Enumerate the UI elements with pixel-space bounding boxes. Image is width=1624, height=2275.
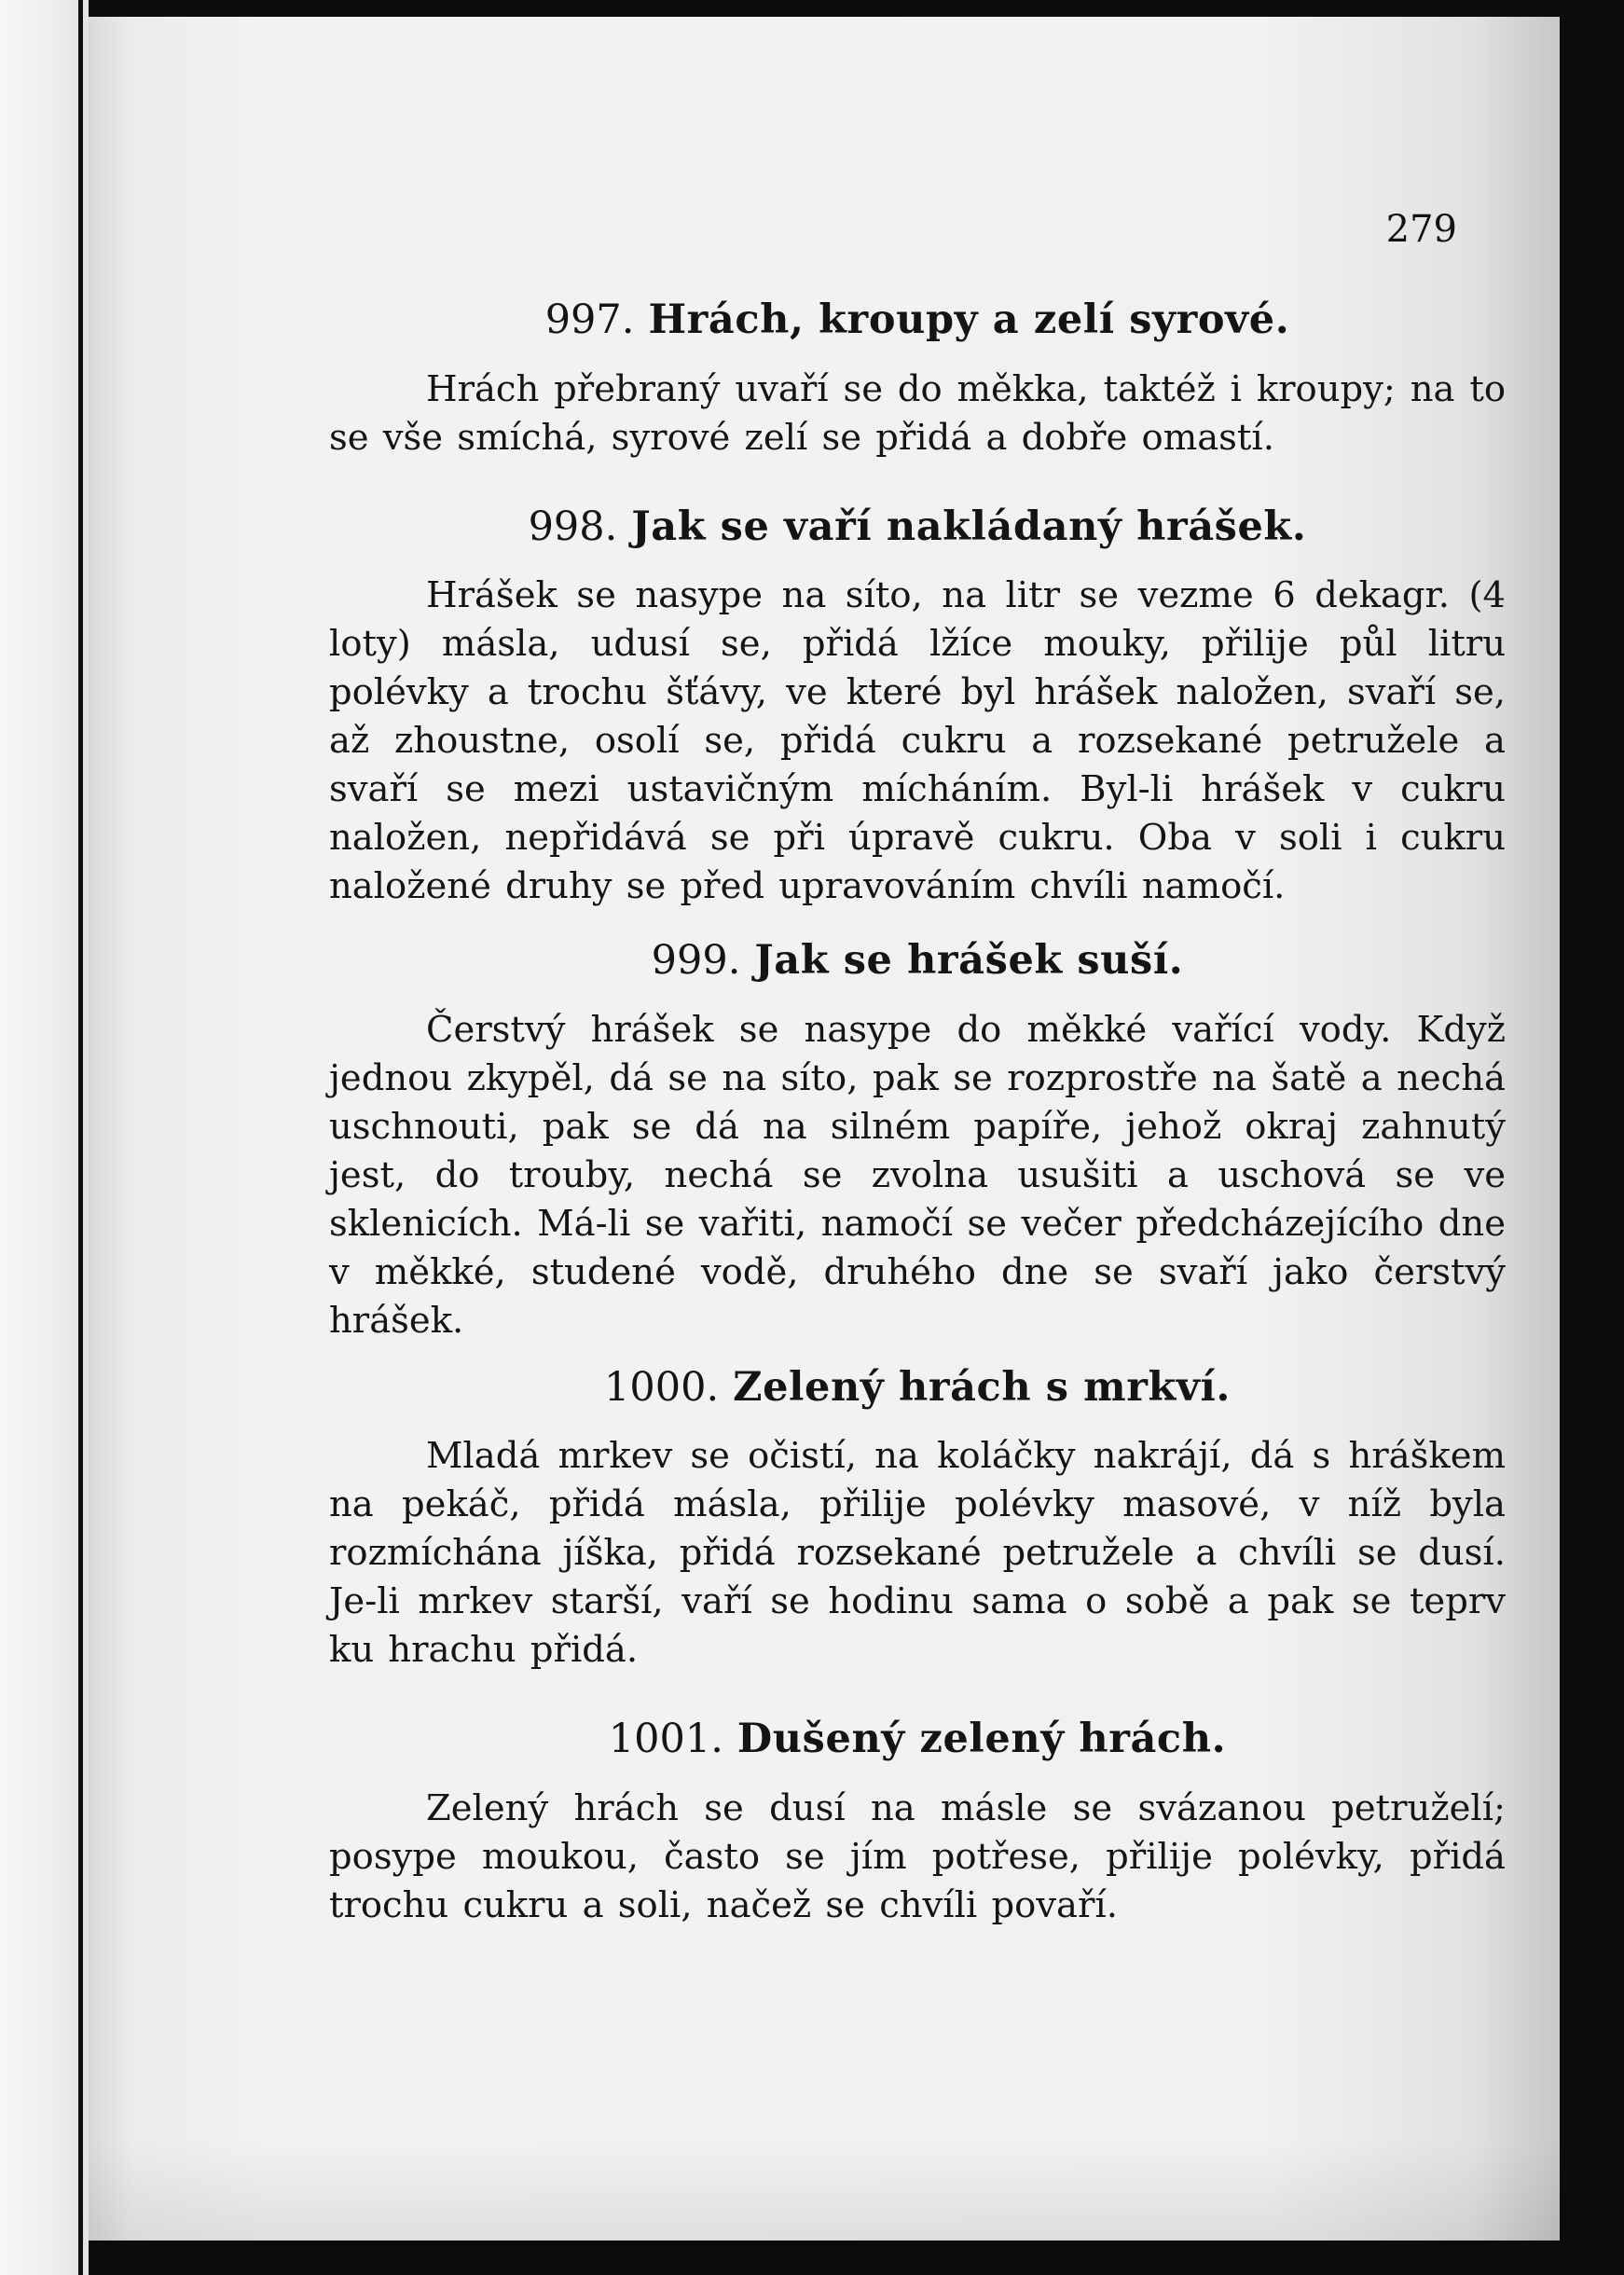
recipe-heading	[329, 1716, 1506, 1764]
recipe-heading	[329, 296, 1506, 345]
left-margin	[0, 0, 89, 2275]
recipe-999	[329, 937, 1506, 1345]
recipe-title: Jak se hrášek suší.	[754, 937, 1184, 985]
recipe-title: Zelený hrách s mrkví.	[733, 1363, 1231, 1411]
recipe-text: Hrášek se nasype na síto, na litr se vezme 6 dekagr. (4 loty) másla, udusí se, přidá lžíce mouky, přilije půl litru polévky a trochu šťávy, ve které byl hrášek naložen, svaří se, až zhoustne, osolí se, přidá cukru a rozsekané petružele a svaří se mezi ustavičným mícháním. Byl-li hrášek v cukru naložen, nepřidává se při úpravě cukru. Oba v soli i cukru naložené druhy se před upravováním chvíli namočí.	[329, 574, 1506, 908]
page-bottom-shadow	[89, 2138, 1560, 2241]
book-page	[89, 17, 1560, 2241]
page-edge-line	[78, 0, 83, 2275]
recipe-number: 999.	[651, 937, 741, 985]
recipe-text: Čerstvý hrášek se nasype do měkké vařící vody. Když jednou zkypěl, dá se na síto, pak se rozprostře na šatě a nechá uschnouti, pak se dá na silném papíře, jehož okraj zahnutý jest, do trouby, nechá se zvolna usušiti a uschová se ve sklenicích. Má-li se vařiti, namočí se večer předcházejícího dne v měkké, studené vodě, druhého dne se svaří jako čerstvý hrášek.	[329, 1008, 1506, 1342]
recipe-998	[329, 503, 1506, 912]
page-content	[329, 296, 1506, 1930]
recipe-text: Zelený hrách se dusí na másle se svázanou petruželí; posype moukou, často se jím potřese, přilije polévky, přidá trochu cukru a soli, načež se chvíli povaří.	[329, 1786, 1506, 1926]
recipe-title: Jak se vaří nakládaný hrášek.	[631, 503, 1307, 550]
recipe-1001	[329, 1716, 1506, 1930]
page-number: 279	[1385, 208, 1457, 251]
recipe-text: Mladá mrkev se očistí, na koláčky nakrájí, dá s hráškem na pekáč, přidá másla, přilije polévky masové, v níž byla rozmíchána jíška, přidá rozsekané petružele a chvíli se dusí. Je-li mrkev starší, vaří se hodinu sama o sobě a pak se teprv ku hrachu přidá.	[329, 1435, 1506, 1672]
recipe-number: 1001.	[608, 1716, 723, 1763]
recipe-number: 1000.	[604, 1363, 720, 1411]
recipe-title: Hrách, kroupy a zelí syrové.	[648, 296, 1290, 343]
recipe-text: Hrách přebraný uvaří se do měkka, taktéž i kroupy; na to se vše smíchá, syrové zelí se přidá a dobře omastí.	[329, 367, 1506, 459]
recipe-997	[329, 296, 1506, 462]
recipe-number: 997.	[544, 296, 635, 343]
recipe-1000	[329, 1364, 1506, 1675]
recipe-number: 998.	[528, 503, 618, 550]
recipe-heading	[329, 937, 1506, 986]
recipe-heading	[329, 1364, 1506, 1413]
recipe-title: Dušený zelený hrách.	[736, 1716, 1227, 1763]
recipe-heading	[329, 503, 1506, 552]
